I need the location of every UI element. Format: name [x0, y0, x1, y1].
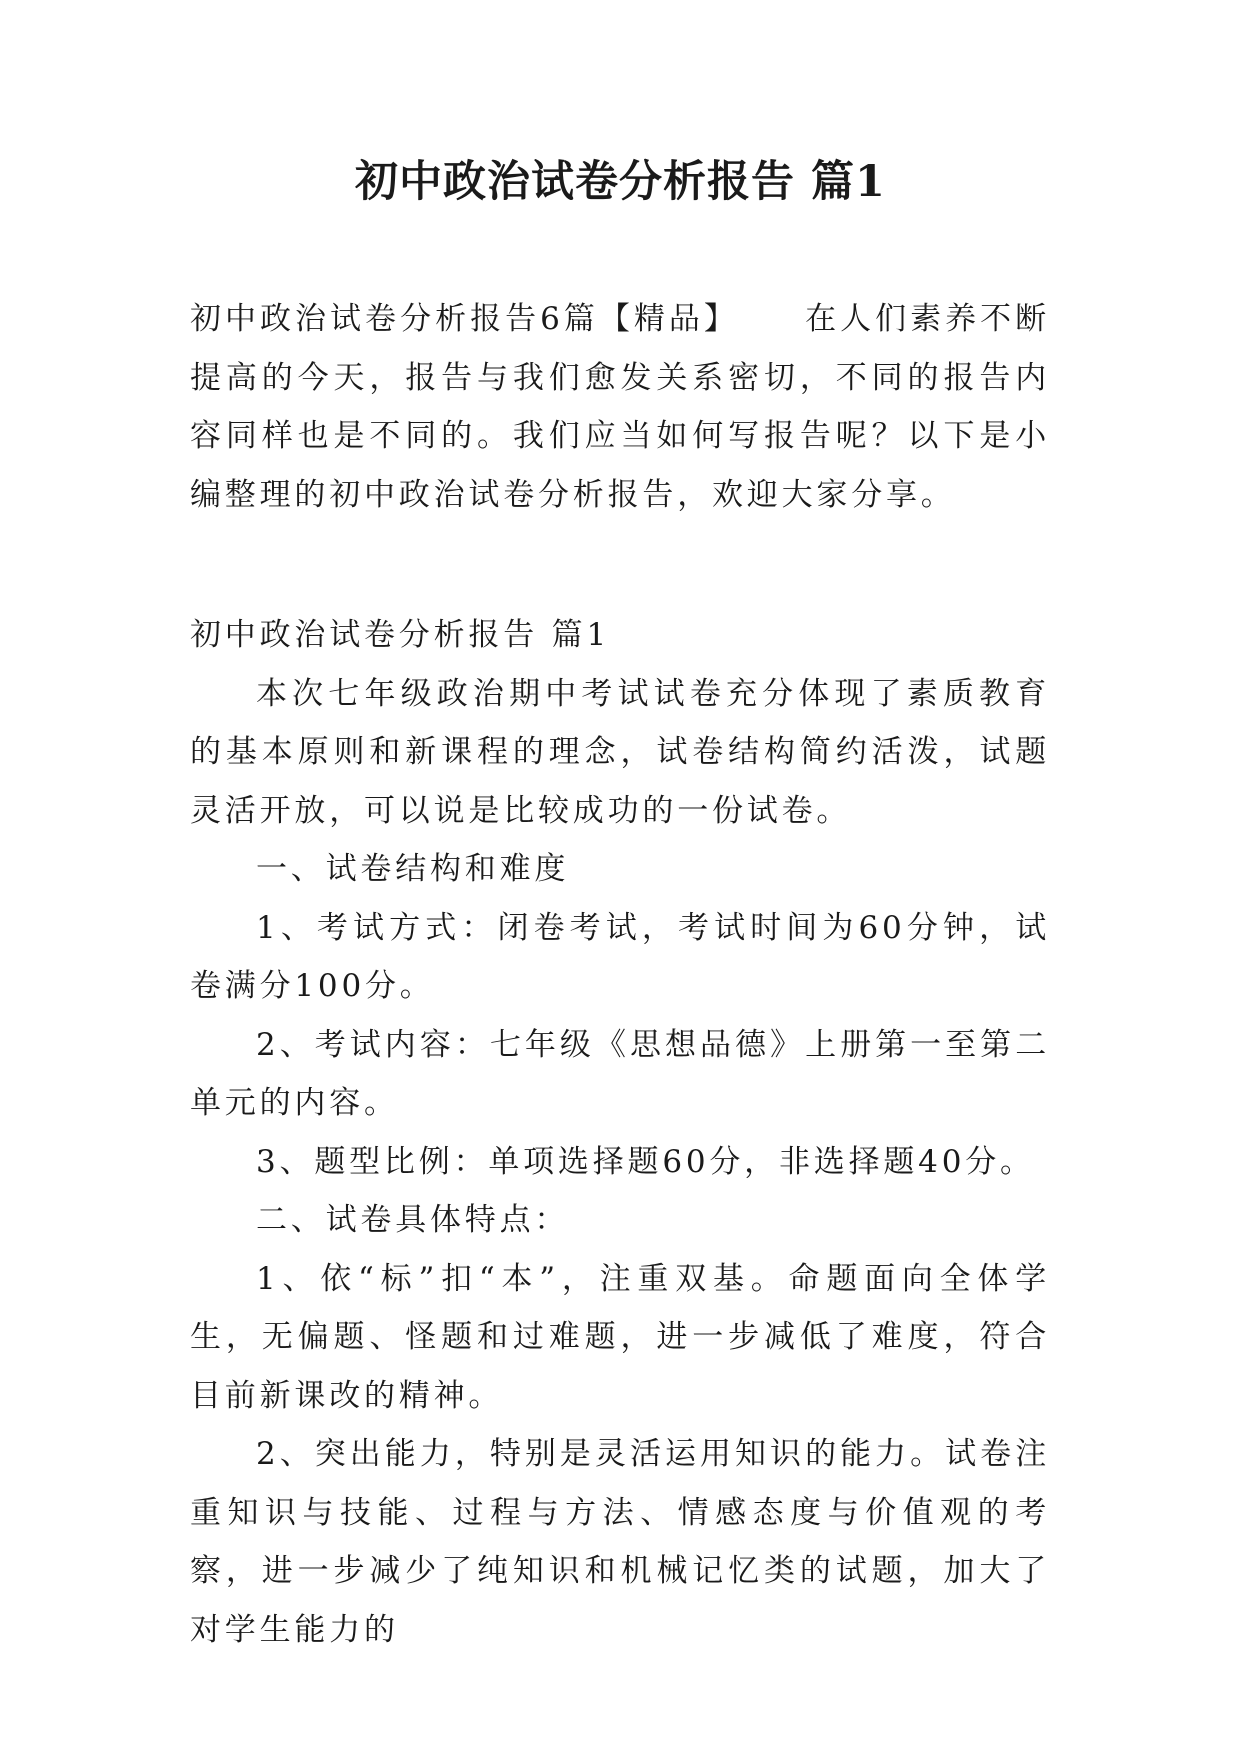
body-paragraph: 2、考试内容：七年级《思想品德》上册第一至第二单元的内容。: [190, 1026, 1050, 1121]
body-paragraph: 1、依“标”扣“本”，注重双基。命题面向全体学生，无偏题、怪题和过难题，进一步减低了难度，符合目前新课改的精神。: [190, 1260, 1050, 1414]
body-paragraph: 一、试卷结构和难度: [256, 851, 570, 887]
body-paragraph: 本次七年级政治期中考试试卷充分体现了素质教育的基本原则和新课程的理念，试卷结构简约活泼，试题灵活开放，可以说是比较成功的一份试卷。: [190, 675, 1050, 829]
section-heading: 初中政治试卷分析报告 篇1: [190, 617, 610, 653]
intro-lead: 初中政治试卷分析报告6篇【精品】: [190, 301, 739, 337]
body-paragraph: 3、题型比例：单项选择题60分，非选择题40分。: [256, 1143, 1035, 1180]
intro-text: 在人们素养不断提高的今天，报告与我们愈发关系密切，不同的报告内容同样也是不同的。我们应当如何写报告呢？以下是小编整理的初中政治试卷分析报告，欢迎大家分享。: [190, 301, 1050, 513]
body-paragraph: 二、试卷具体特点：: [256, 1202, 570, 1238]
section-spacer: [190, 524, 1050, 606]
body-paragraph: 2、突出能力，特别是灵活运用知识的能力。试卷注重知识与技能、过程与方法、情感态度与价值观的考察，进一步减少了纯知识和机械记忆类的试题，加大了对学生能力的: [190, 1436, 1050, 1648]
body-paragraph: 1、考试方式：闭卷考试，考试时间为60分钟，试卷满分100分。: [190, 909, 1050, 1004]
intro-paragraph: [190, 290, 1050, 524]
document-body: [190, 290, 1050, 1659]
document-title: 初中政治试卷分析报告 篇1: [355, 157, 886, 207]
